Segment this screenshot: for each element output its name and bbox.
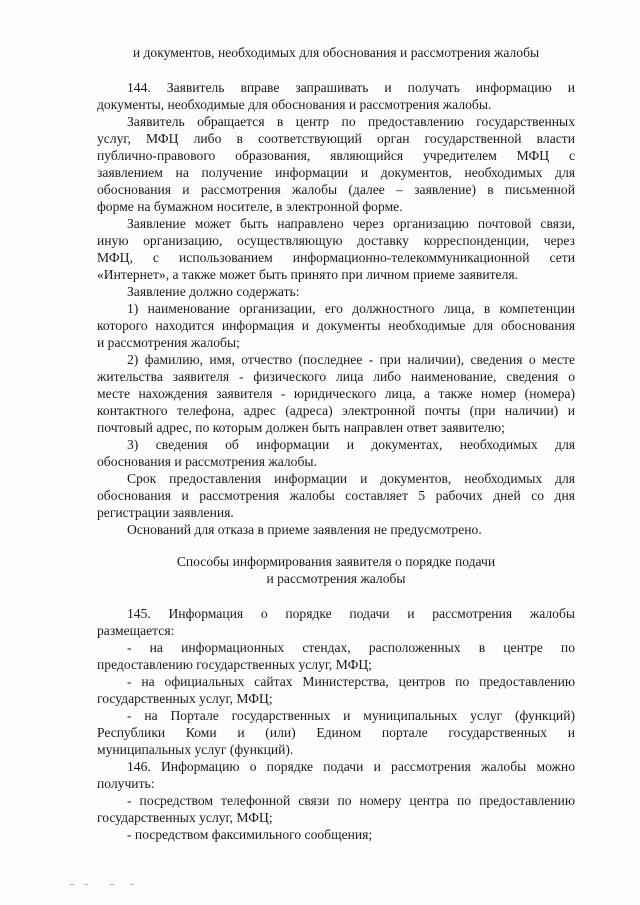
p145-line-2: размещается: — [97, 623, 175, 638]
scan-speck — [84, 884, 88, 885]
p144e-line-3: регистрации заявления. — [97, 505, 234, 520]
section-heading-line-1: Способы информирования заявителя о порядке подачи — [176, 554, 496, 569]
p144b-line-1: Заявитель обращается в центр по предоставлению государственных — [127, 114, 575, 129]
b1-line-2: предоставлению государственных услуг, МФЦ; — [97, 657, 372, 672]
p146-line-2: получить: — [97, 776, 155, 791]
scan-speck — [110, 884, 114, 885]
d2-line: - посредством факсимильного сообщения; — [127, 827, 373, 842]
item2-line-1: 2) фамилию, имя, отчество (последнее - при наличии), сведения о месте — [127, 352, 575, 367]
item1-line-3: и рассмотрения жалобы; — [97, 335, 240, 350]
b2-line-2: государственных услуг, МФЦ; — [97, 691, 273, 706]
b3-line-1: - на Портале государственных и муниципальных услуг (функций) — [127, 708, 575, 723]
p144-line-2: документы, необходимые для обоснования и рассмотрения жалобы. — [97, 97, 492, 112]
heading-top: и документов, необходимых для обоснования и рассмотрения жалобы — [132, 45, 540, 60]
section-heading-line-2: и рассмотрения жалобы — [266, 571, 406, 586]
p144e-line-1: Срок предоставления информации и документов, необходимых для — [127, 471, 575, 486]
item2-line-3: месте нахождения заявителя - юридического лица, а также номер (номера) — [97, 386, 575, 401]
p145-line-1: 145. Информация о порядке подачи и рассмотрения жалобы — [127, 606, 575, 621]
item2-line-2: жительства заявителя - физического лица либо наименование, сведения о — [97, 369, 575, 384]
item2-line-5: почтовый адрес, по которым должен быть направлен ответ заявителю; — [97, 420, 505, 435]
b3-line-3: муниципальных услуг (функций). — [97, 742, 294, 757]
p144b-line-2: услуг, МФЦ либо в соответствующий орган государственной власти — [97, 131, 575, 146]
p144c-line-2: иную организацию, осуществляющую доставку корреспонденции, через — [97, 233, 575, 248]
b3-line-2: Республики Коми и (или) Едином портале государственных и — [97, 725, 575, 740]
p144b-line-5: обоснования и рассмотрения жалобы (далее – заявление) в письменной — [97, 182, 575, 197]
d1-line-1: - посредством телефонной связи по номеру центра по предоставлению — [127, 793, 575, 808]
p144e-line-2: обоснования и рассмотрения жалобы составляет 5 рабочих дней со дня — [97, 488, 575, 503]
item3-line-1: 3) сведения об информации и документах, необходимых для — [127, 437, 575, 452]
p144b-line-3: публично-правового образования, являющийся учредителем МФЦ с — [97, 148, 575, 163]
p144b-line-4: заявлением на получение информации и документов, необходимых для — [97, 165, 575, 180]
p144d-line: Заявление должно содержать: — [127, 284, 300, 299]
p146-line-1: 146. Информацию о порядке подачи и рассмотрения жалобы можно — [127, 759, 575, 774]
scan-speck — [130, 884, 134, 885]
item1-line-2: которого находится информация и документы необходимые для обоснования — [97, 318, 575, 333]
d1-line-2: государственных услуг, МФЦ; — [97, 810, 273, 825]
p144b-line-6: форме на бумажном носителе, в электронной форме. — [97, 199, 403, 214]
item2-line-4: контактного телефона, адрес (адреса) электронной почты (при наличии) и — [97, 403, 575, 418]
item3-line-2: обоснования и рассмотрения жалобы. — [97, 454, 317, 469]
b2-line-1: - на официальных сайтах Министерства, центров по предоставлению — [127, 674, 575, 689]
p144c-line-1: Заявление может быть направлено через организацию почтовой связи, — [127, 216, 575, 231]
p144-line-1: 144. Заявитель вправе запрашивать и получать информацию и — [127, 80, 575, 95]
p144f-line: Оснований для отказа в приеме заявления не предусмотрено. — [127, 522, 482, 537]
item1-line-1: 1) наименование организации, его должностного лица, в компетенции — [127, 301, 575, 316]
p144c-line-3: МФЦ, с использованием информационно-телекоммуникационной сети — [97, 250, 575, 265]
p144c-line-4: «Интернет», а также может быть принято при личном приеме заявителя. — [97, 267, 519, 282]
b1-line-1: - на информационных стендах, расположенных в центре по — [127, 640, 575, 655]
scan-speck — [70, 884, 74, 885]
